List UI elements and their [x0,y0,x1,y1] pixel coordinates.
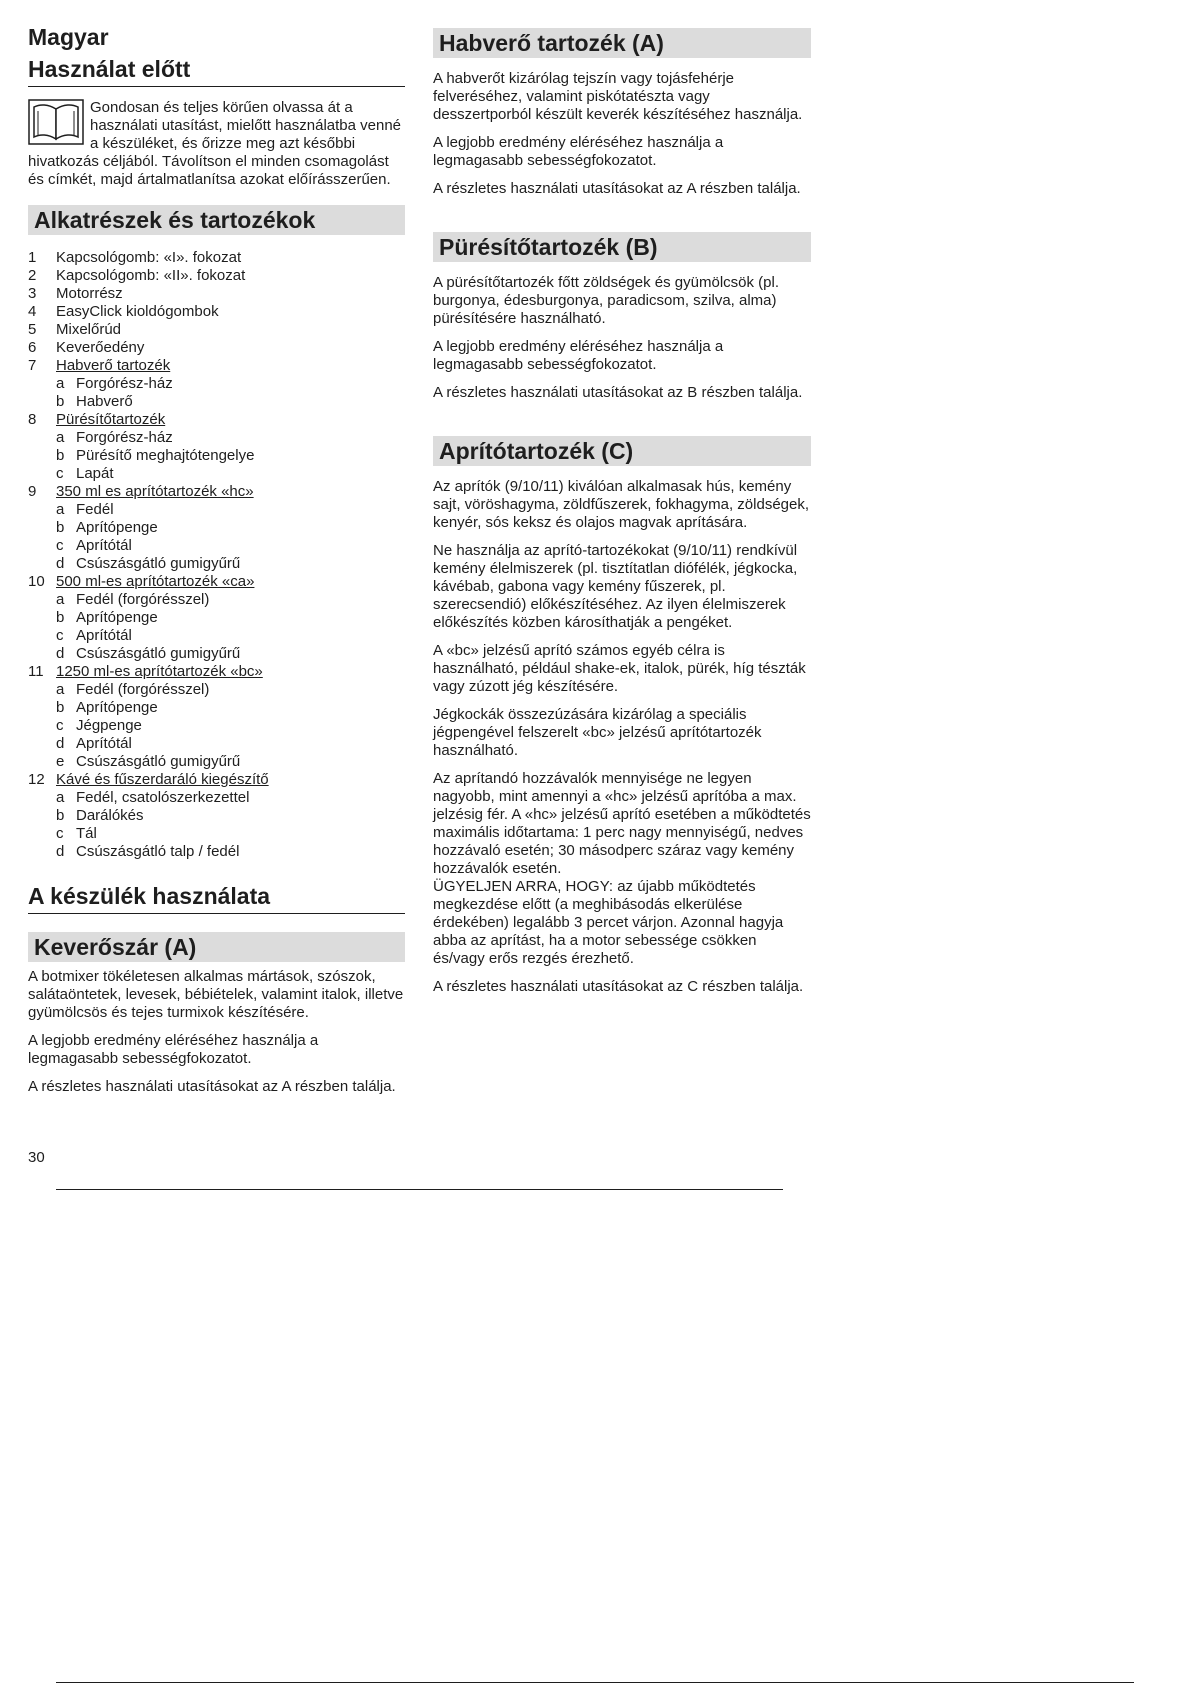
parts-sub-item [28,843,405,861]
parts-sub-item [28,429,405,447]
chopper-paragraph-6: A részletes használati utasításokat az C részben találja. [433,978,804,995]
footer-divider [56,1189,783,1190]
sub-item-name: Csúszásgátló gumigyűrű [76,555,241,572]
parts-heading: Alkatrészek és tartozékok [28,205,405,235]
parts-sub-item [28,807,405,825]
parts-list-item [28,357,405,375]
part-number: 12 [28,771,45,788]
sub-item-name: Tál [76,825,97,842]
sub-item-letter: a [56,501,65,518]
blender-paragraph-1: A botmixer tökéletesen alkalmas mártások, szószok, salátaöntetek, levesek, bébiételek, valamint italok, illetve gyümölcsös és tejes turmixok készítésére. [28,968,404,1021]
sub-item-letter: a [56,375,65,392]
sub-item-name: Habverő [76,393,133,410]
chopper-paragraph-1: Az aprítók (9/10/11) kiválóan alkalmasak hús, kemény sajt, vöröshagyma, zöldfűszerek, fokhagyma, zöldségek, kenyér, sós keksz és olajos magvak aprítására. [433,478,810,531]
sub-item-name: Fedél, csatolószerkezettel [76,789,250,806]
page-number: 30 [28,1149,45,1166]
sub-item-name: Jégpenge [76,717,142,734]
sub-item-letter: d [56,555,65,572]
part-name: Kapcsológomb: «I». fokozat [56,249,242,266]
sub-item-name: Aprítópenge [76,609,158,626]
parts-sub-item [28,825,405,843]
parts-sub-item [28,645,405,663]
parts-sub-item [28,681,405,699]
part-number: 11 [28,663,44,680]
sub-item-letter: b [56,699,65,716]
sub-item-letter: d [56,645,65,662]
puree-heading: Pürésítőtartozék (B) [433,232,811,262]
sub-item-letter: a [56,591,65,608]
part-name: 350 ml es aprítótartozék «hc» [56,483,254,500]
sub-item-letter: d [56,735,65,752]
parts-list-item [28,303,405,321]
puree-paragraph-1: A pürésítőtartozék főtt zöldségek és gyümölcsök (pl. burgonya, édesburgonya, paradicsom, szilva, alma) pürésítésére használható. [433,274,780,327]
parts-list-item [28,249,405,267]
whisk-paragraph-2: A legjobb eredmény eléréséhez használja a legmagasabb sebességfokozatot. [433,134,724,169]
chopper-paragraph-5b: ÜGYELJEN ARRA, HOGY: az újabb működtetés megkezdése előtt (a meghibásodás elkerülése érdekében) legalább 3 percet várjon. Azonnal hagyja abba az aprítást, ha a motor sebessége csökken és/vagy erős rezgés érezhető. [433,878,784,967]
left-column [28,22,405,1096]
before-use-heading: Használat előtt [28,54,405,87]
blender-paragraph-2: A legjobb eredmény eléréséhez használja a legmagasabb sebességfokozatot. [28,1032,319,1067]
parts-sub-item [28,537,405,555]
part-number: 8 [28,411,37,428]
intro-block [28,99,405,189]
sub-item-name: Csúszásgátló gumigyűrű [76,753,241,770]
sub-item-name: Fedél (forgórésszel) [76,591,210,608]
parts-sub-item [28,717,405,735]
sub-item-letter: b [56,519,65,536]
page-bottom-divider [56,1682,1134,1683]
sub-item-name: Csúszásgátló gumigyűrű [76,645,241,662]
open-book-icon [28,99,84,145]
puree-paragraph-2: A legjobb eredmény eléréséhez használja a legmagasabb sebességfokozatot. [433,338,724,373]
parts-list [28,249,405,861]
parts-sub-item [28,753,405,771]
parts-list-item [28,339,405,357]
part-number: 4 [28,303,37,320]
chopper-paragraph-2: Ne használja az aprító-tartozékokat (9/10/11) rendkívül kemény élelmiszerek (pl. tisztítatlan diófélék, jégkocka, kávébab, gabona vagy kemény fűszerek, pl. szerecsendió) előkészítéséhez. Az ilyen élelmiszerek előkészítés közben károsíthatják a pengéket. [433,542,798,631]
sub-item-letter: c [56,717,64,734]
sub-item-letter: c [56,465,64,482]
part-name: 1250 ml-es aprítótartozék «bc» [56,663,263,680]
part-number: 9 [28,483,37,500]
sub-item-letter: e [56,753,65,770]
parts-sub-item [28,627,405,645]
using-heading: A készülék használata [28,881,405,914]
parts-sub-item [28,501,405,519]
chopper-heading: Aprítótartozék (C) [433,436,811,466]
sub-item-name: Aprítótál [76,537,132,554]
sub-item-name: Lapát [76,465,114,482]
part-number: 7 [28,357,37,374]
whisk-heading: Habverő tartozék (A) [433,28,811,58]
sub-item-name: Fedél (forgórésszel) [76,681,210,698]
part-number: 10 [28,573,45,590]
part-name: Pürésítőtartozék [56,411,166,428]
sub-item-name: Aprítótál [76,735,132,752]
chopper-paragraph-4: Jégkockák összezúzására kizárólag a speciális jégpengével felszerelt «bc» jelzésű aprítótartozék használható. [433,706,762,759]
parts-sub-item [28,591,405,609]
sub-item-letter: c [56,825,64,842]
part-name: Motorrész [56,285,123,302]
parts-list-item [28,663,405,681]
part-name: Mixelőrúd [56,321,122,338]
sub-item-letter: b [56,447,65,464]
sub-item-name: Aprítópenge [76,699,158,716]
blender-paragraph-3: A részletes használati utasításokat az A részben találja. [28,1078,396,1095]
sub-item-letter: b [56,609,65,626]
sub-item-name: Pürésítő meghajtótengelye [76,447,255,464]
part-name: EasyClick kioldógombok [56,303,219,320]
sub-item-letter: c [56,537,64,554]
sub-item-name: Aprítótál [76,627,132,644]
parts-sub-item [28,789,405,807]
sub-item-name: Darálókés [76,807,144,824]
sub-item-name: Forgórész-ház [76,429,173,446]
sub-item-letter: b [56,807,65,824]
chopper-paragraph-5a: Az aprítandó hozzávalók mennyisége ne legyen nagyobb, mint amennyi a «hc» jelzésű aprítóba a max. jelzésig fér. A «hc» jelzésű aprító esetében a működtetés maximális időtartama: 1 perc nagy mennyiségű, nedves hozzávaló esetén; 30 másodperc száraz vagy kemény hozzávalók esetén. [433,770,811,877]
parts-list-item [28,411,405,429]
whisk-paragraph-3: A részletes használati utasításokat az A részben találja. [433,180,801,197]
part-number: 1 [28,249,37,266]
part-name: Kávé és fűszerdaráló kiegészítő [56,771,269,788]
sub-item-name: Forgórész-ház [76,375,173,392]
part-name: Keverőedény [56,339,145,356]
part-name: Kapcsológomb: «II». fokozat [56,267,246,284]
right-column [433,28,811,996]
part-name: Habverő tartozék [56,357,171,374]
parts-list-item [28,285,405,303]
parts-sub-item [28,519,405,537]
intro-text: Gondosan és teljes körűen olvassa át a használati utasítást, mielőtt használatba venné a készüléket, és őrizze meg azt későbbi hivatkozás céljából. Távolítson el minden csomagolást és címkét, majd ártalmatlanítsa azokat előírásszerűen. [28,99,402,188]
blender-heading: Keverőszár (A) [28,932,405,962]
parts-list-item [28,771,405,789]
parts-sub-item [28,375,405,393]
parts-sub-item [28,609,405,627]
puree-paragraph-3: A részletes használati utasításokat az B részben találja. [433,384,803,401]
part-number: 2 [28,267,37,284]
parts-sub-item [28,447,405,465]
parts-sub-item [28,465,405,483]
sub-item-letter: b [56,393,65,410]
language-heading: Magyar [28,24,109,50]
part-number: 3 [28,285,37,302]
parts-list-item [28,321,405,339]
sub-item-letter: a [56,789,65,806]
sub-item-letter: a [56,681,65,698]
parts-list-item [28,573,405,591]
sub-item-name: Fedél [76,501,114,518]
parts-sub-item [28,393,405,411]
parts-sub-item [28,735,405,753]
sub-item-name: Aprítópenge [76,519,158,536]
part-number: 5 [28,321,37,338]
part-number: 6 [28,339,37,356]
sub-item-name: Csúszásgátló talp / fedél [76,843,240,860]
parts-list-item [28,267,405,285]
parts-sub-item [28,699,405,717]
sub-item-letter: a [56,429,65,446]
chopper-paragraph-3: A «bc» jelzésű aprító számos egyéb célra is használható, például shake-ek, italok, pürék, híg tészták vagy zúzott jég készítésére. [433,642,806,695]
parts-list-item [28,483,405,501]
parts-sub-item [28,555,405,573]
part-name: 500 ml-es aprítótartozék «ca» [56,573,255,590]
whisk-paragraph-1: A habverőt kizárólag tejszín vagy tojásfehérje felveréséhez, valamint piskótatészta vagy desszertporból készült keverék készítéséhez használja. [433,70,803,123]
sub-item-letter: d [56,843,65,860]
sub-item-letter: c [56,627,64,644]
